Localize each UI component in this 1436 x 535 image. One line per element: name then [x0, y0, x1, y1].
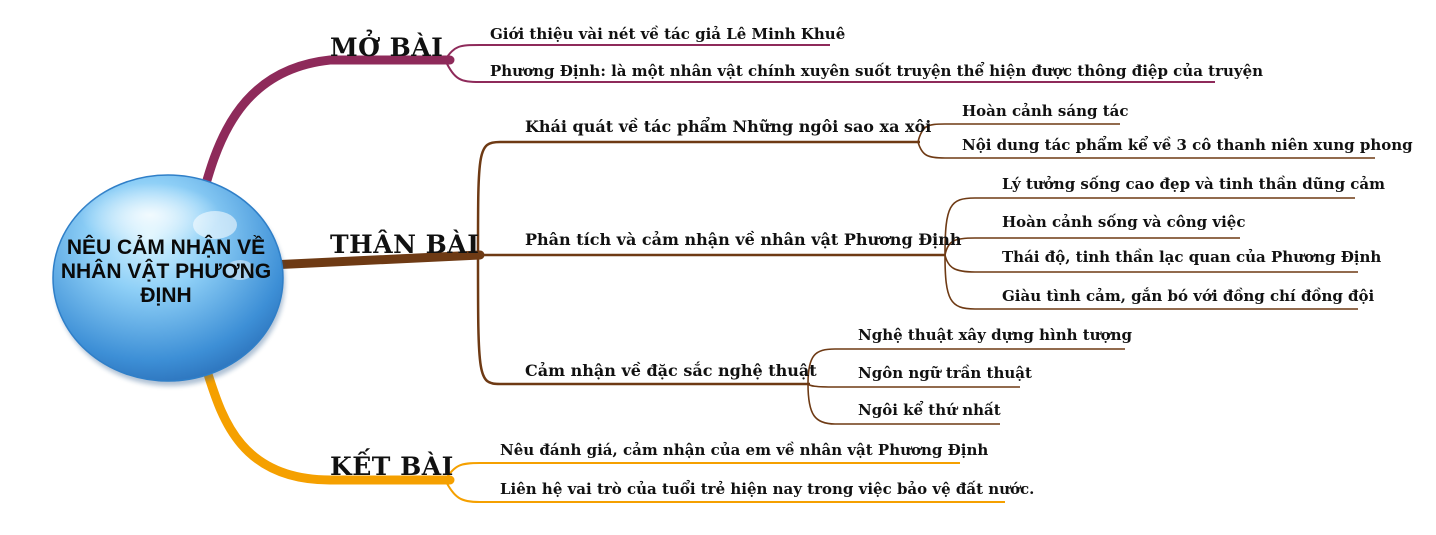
- branch-than-bai-connector: [270, 124, 1375, 424]
- topic-1-item-1: Hoàn cảnh sáng tác: [962, 102, 1129, 120]
- ket-bai-item-2: Liên hệ vai trò của tuổi trẻ hiện nay trong việc bảo vệ đất nước.: [500, 480, 1035, 498]
- than-bai-topic-1: Khái quát về tác phẩm Những ngôi sao xa xôi: [525, 117, 932, 136]
- than-bai-topic-3: Cảm nhận về đặc sắc nghệ thuật: [525, 361, 817, 380]
- mo-bai-item-1: Giới thiệu vài nét về tác giả Lê Minh Khuê: [490, 25, 846, 43]
- topic-2-item-4: Giàu tình cảm, gắn bó với đồng chí đồng đội: [1002, 287, 1375, 305]
- ket-bai-item-1: Nêu đánh giá, cảm nhận của em về nhân vật Phương Định: [500, 441, 989, 459]
- than-bai-topic-2: Phân tích và cảm nhận về nhân vật Phương Định: [525, 230, 962, 249]
- central-topic-line-3: ĐỊNH: [140, 284, 192, 307]
- topic-3-item-1: Nghệ thuật xây dựng hình tượng: [858, 326, 1132, 344]
- central-topic-label: [46, 236, 286, 308]
- topic-3-item-2: Ngôn ngữ trần thuật: [858, 364, 1032, 382]
- branch-mo-bai-label: MỞ BÀI: [330, 33, 444, 62]
- central-topic-line-1: NÊU CẢM NHẬN VỀ: [66, 236, 266, 259]
- topic-2-item-3: Thái độ, tinh thần lạc quan của Phương Định: [1002, 248, 1382, 266]
- central-topic-line-2: NHÂN VẬT PHƯƠNG: [60, 260, 272, 283]
- branch-than-bai-label: THÂN BÀI: [330, 230, 480, 259]
- branch-ket-bai-label: KẾT BÀI: [330, 452, 454, 481]
- mo-bai-item-2: Phương Định: là một nhân vật chính xuyên suốt truyện thể hiện được thông điệp của truyện: [490, 62, 1264, 80]
- topic-1-item-2: Nội dung tác phẩm kể về 3 cô thanh niên xung phong: [962, 136, 1413, 154]
- topic-3-item-3: Ngôi kể thứ nhất: [858, 401, 1001, 419]
- topic-2-item-2: Hoàn cảnh sống và công việc: [1002, 213, 1246, 231]
- topic-2-item-1: Lý tưởng sống cao đẹp và tinh thần dũng cảm: [1002, 175, 1386, 193]
